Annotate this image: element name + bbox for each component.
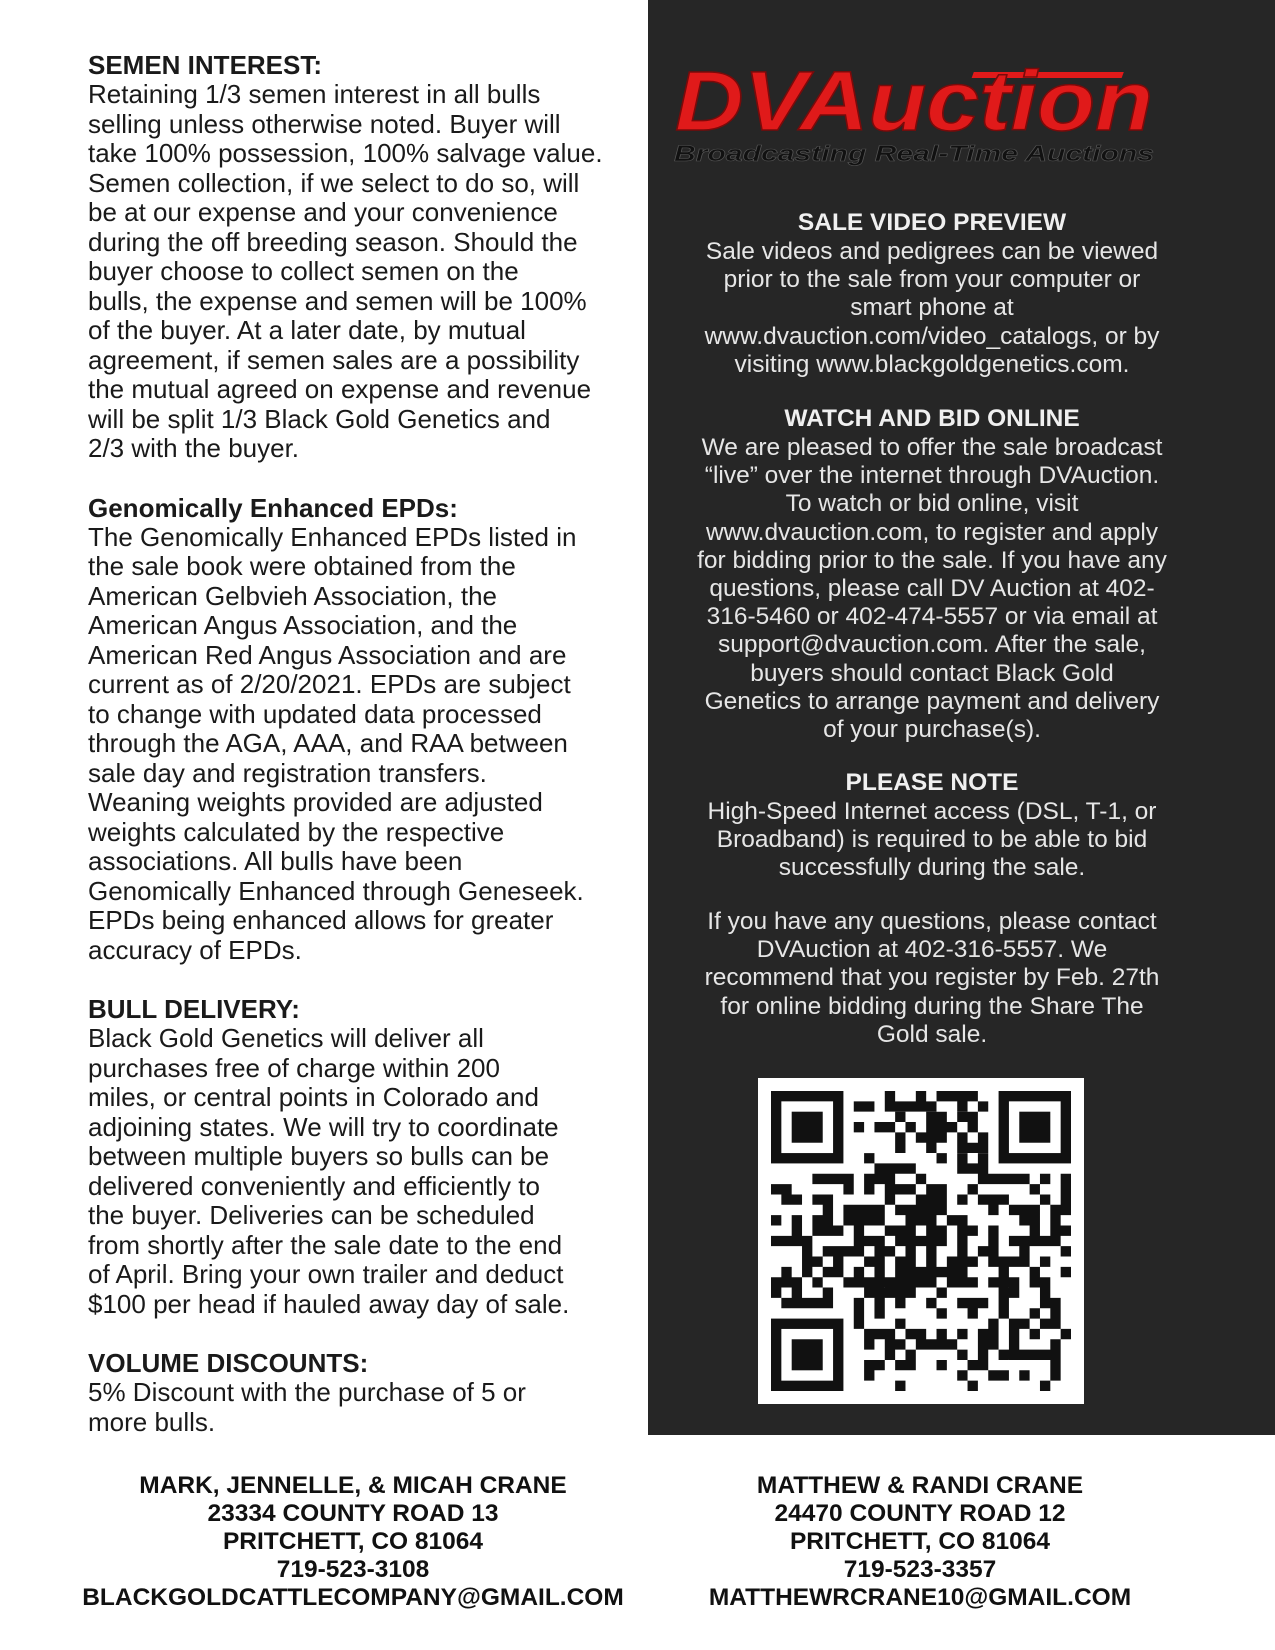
section-body: Black Gold Genetics will deliver all purchases free of charge within 200 miles, or central points in Colorado and adjoining states. We will try to coordinate between multiple buyers so bulls can be delivered conveniently and efficiently to the buyer. Deliveries can be scheduled from shortly after the sale date to the end of April. Bring your own trailer and deduct $100 per head if hauled away day of sale. bbox=[88, 1023, 570, 1319]
contact-block-mark bbox=[73, 1472, 633, 1612]
dvauction-panel bbox=[648, 0, 1275, 1435]
left-column bbox=[88, 50, 648, 1466]
semen-interest-section bbox=[88, 50, 648, 464]
section-heading: PLEASE NOTE bbox=[845, 769, 1019, 796]
logo-wordmark: DVAuction bbox=[675, 66, 1153, 148]
dvauction-logo bbox=[666, 66, 1166, 176]
contact-email[interactable]: BLACKGOLDCATTLECOMPANY@GMAIL.COM bbox=[82, 1584, 624, 1611]
questions-section bbox=[672, 908, 1192, 1049]
section-body: We are pleased to offer the sale broadcast “live” over the internet through DVAuction. To watch or bid online, visit www.dvauction.com, to register and apply for bidding prior to the sale. If you have any questions, please call DV Auction at 402- 316-5460 or 402-474-5557 or via email at support@dvauction.com. After the sale, buyers should contact Black Gold Genetics to arrange payment and delivery of your purchase(s). bbox=[697, 434, 1167, 744]
section-body: High-Speed Internet access (DSL, T-1, or Broadband) is required to be able to bid successfully during the sale. bbox=[707, 798, 1157, 882]
sale-video-preview-section bbox=[672, 208, 1192, 379]
contact-address: 23334 COUNTY ROAD 13 bbox=[207, 1500, 499, 1527]
section-heading: SALE VIDEO PREVIEW bbox=[797, 209, 1067, 236]
volume-discounts-section bbox=[88, 1348, 648, 1437]
contact-phone[interactable]: 719-523-3108 bbox=[276, 1556, 430, 1583]
epd-section bbox=[88, 493, 648, 966]
section-heading: VOLUME DISCOUNTS: bbox=[88, 1348, 369, 1378]
qr-code-icon bbox=[771, 1091, 1071, 1391]
logo-tagline: Broadcasting Real-Time Auctions bbox=[674, 141, 1154, 166]
contact-email[interactable]: MATTHEWRCRANE10@GMAIL.COM bbox=[708, 1584, 1132, 1611]
contact-name: MARK, JENNELLE, & MICAH CRANE bbox=[139, 1472, 567, 1499]
section-body: 5% Discount with the purchase of 5 or more bulls. bbox=[88, 1377, 526, 1437]
contact-phone[interactable]: 719-523-3357 bbox=[843, 1556, 997, 1583]
qr-code[interactable] bbox=[758, 1078, 1084, 1404]
contact-city: PRITCHETT, CO 81064 bbox=[222, 1528, 484, 1555]
section-heading: WATCH AND BID ONLINE bbox=[784, 405, 1080, 432]
please-note-section bbox=[672, 768, 1192, 883]
bull-delivery-section bbox=[88, 994, 648, 1319]
watch-and-bid-section bbox=[672, 404, 1192, 744]
section-heading: Genomically Enhanced EPDs: bbox=[88, 492, 458, 523]
contact-name: MATTHEW & RANDI CRANE bbox=[756, 1472, 1084, 1499]
section-body: Sale videos and pedigrees can be viewed prior to the sale from your computer or smart phone at www.dvauction.com/video_catalogs, or by visiting www.blackgoldgenetics.com. bbox=[704, 238, 1160, 378]
section-body: The Genomically Enhanced EPDs listed in the sale book were obtained from the American Gelbvieh Association, the American Angus Association, and the American Red Angus Association and are current as of 2/20/2021. EPDs are subject to change with updated data processed through the AGA, AAA, and RAA between sale day and registration transfers. Weaning weights provided are adjusted weights calculated by the respective associations. All bulls have been Genomically Enhanced through Geneseek. EPDs being enhanced allows for greater accuracy of EPDs. bbox=[88, 521, 584, 965]
section-heading: BULL DELIVERY: bbox=[88, 994, 300, 1024]
section-body: Retaining 1/3 semen interest in all bulls selling unless otherwise noted. Buyer will take 100% possession, 100% salvage value. Semen collection, if we select to do so, will be at our expense and your convenience during the off breeding season. Should the buyer choose to collect semen on the bulls, the expense and semen will be 100% of the buyer. At a later date, by mutual agreement, if semen sales are a possibility the mutual agreed on expense and revenue will be split 1/3 Black Gold Genetics and 2/3 with the buyer. bbox=[88, 79, 603, 463]
contact-block-matthew bbox=[640, 1472, 1200, 1612]
contact-city: PRITCHETT, CO 81064 bbox=[789, 1528, 1051, 1555]
section-heading: SEMEN INTEREST: bbox=[88, 50, 323, 80]
section-body: If you have any questions, please contact DVAuction at 402-316-5557. We recommend that you register by Feb. 27th for online bidding during the Share The Gold sale. bbox=[704, 908, 1160, 1048]
contact-address: 24470 COUNTY ROAD 12 bbox=[774, 1500, 1066, 1527]
